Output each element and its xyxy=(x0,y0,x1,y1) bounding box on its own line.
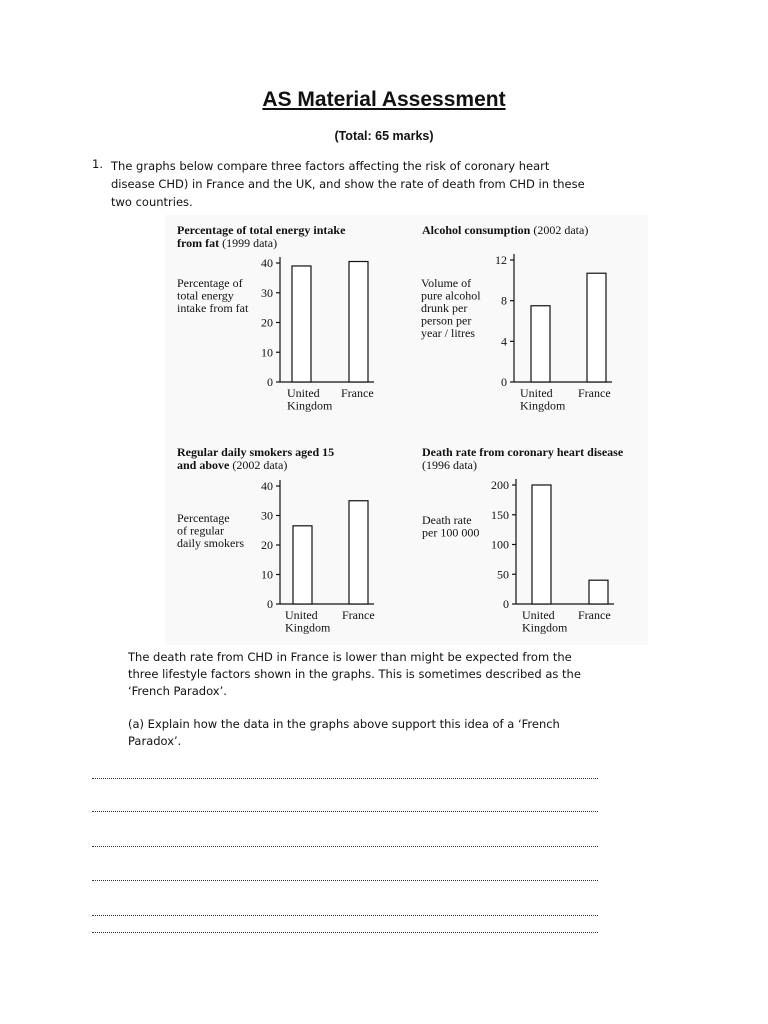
y-tick-label: 40 xyxy=(261,479,273,493)
y-tick-label: 0 xyxy=(501,375,507,389)
y-axis-label: Percentage of xyxy=(177,276,243,290)
question-line: two countries. xyxy=(111,195,193,209)
total-marks: (Total: 65 marks) xyxy=(334,129,434,143)
part-a-question xyxy=(128,716,628,750)
y-axis-label: Death rate xyxy=(422,513,472,527)
answer-line[interactable] xyxy=(92,922,598,933)
x-category-label: United xyxy=(520,386,553,400)
paradox-line: three lifestyle factors shown in the graphs. This is sometimes described as the xyxy=(128,667,581,681)
y-axis-label: daily smokers xyxy=(177,536,244,550)
part-a-line: (a) Explain how the data in the graphs above support this idea of a ‘French xyxy=(128,717,560,731)
charts-svg xyxy=(165,215,648,645)
bar xyxy=(531,306,550,382)
chart-title: and above (2002 data) xyxy=(177,458,288,472)
chart-panel-2 xyxy=(421,223,612,413)
chart-panel-4 xyxy=(422,445,624,635)
x-category-label: France xyxy=(342,608,375,622)
y-tick-label: 12 xyxy=(495,253,507,267)
bar xyxy=(587,273,606,382)
y-tick-label: 40 xyxy=(261,256,273,270)
question-number: 1. xyxy=(92,157,103,171)
y-tick-label: 100 xyxy=(491,537,509,552)
y-tick-label: 10 xyxy=(261,567,273,582)
y-tick-label: 20 xyxy=(261,538,273,552)
chart-title: Regular daily smokers aged 15 xyxy=(177,445,335,459)
answer-line[interactable] xyxy=(92,801,598,812)
x-category-label: Kingdom xyxy=(287,398,333,413)
y-tick-label: 50 xyxy=(497,567,509,582)
chart-title: from fat (1999 data) xyxy=(177,236,278,250)
y-axis-label: per 100 000 xyxy=(422,525,480,540)
x-category-label: Kingdom xyxy=(520,398,566,413)
graphs-figure xyxy=(165,215,648,645)
chart-panel-1 xyxy=(177,223,374,413)
x-category-label: France xyxy=(578,386,611,400)
y-tick-label: 4 xyxy=(501,334,507,349)
bar xyxy=(589,580,608,604)
x-category-label: United xyxy=(522,608,555,622)
chart-panel-3 xyxy=(177,445,375,635)
y-tick-label: 30 xyxy=(261,508,273,523)
answer-line[interactable] xyxy=(92,836,598,847)
answer-line[interactable] xyxy=(92,905,598,916)
y-axis-label: Percentage xyxy=(177,511,230,525)
chart-title: Death rate from coronary heart disease xyxy=(422,445,624,459)
y-tick-label: 200 xyxy=(491,478,509,492)
y-tick-label: 150 xyxy=(491,507,509,522)
y-tick-label: 0 xyxy=(503,597,509,611)
french-paradox-text xyxy=(128,649,628,700)
x-category-label: United xyxy=(287,386,320,400)
y-axis-label: Volume of xyxy=(421,276,472,290)
x-category-label: United xyxy=(285,608,318,622)
question-line: disease CHD) in France and the UK, and show the rate of death from CHD in these xyxy=(111,177,585,191)
bar xyxy=(349,501,368,604)
chart-title: (1996 data) xyxy=(422,458,477,472)
part-a-line: Paradox’. xyxy=(128,734,182,748)
y-axis-label: pure alcohol xyxy=(421,288,481,303)
bar xyxy=(293,526,312,604)
y-axis-label: year / litres xyxy=(421,326,475,340)
x-category-label: Kingdom xyxy=(522,620,568,635)
y-axis-label: of regular xyxy=(177,523,224,538)
question-intro xyxy=(111,157,631,211)
y-axis-label: person per xyxy=(421,313,472,328)
bar xyxy=(349,262,368,382)
question-line: The graphs below compare three factors affecting the risk of coronary heart xyxy=(111,159,550,173)
y-tick-label: 0 xyxy=(267,375,273,389)
x-category-label: France xyxy=(578,608,611,622)
y-axis-label: total energy xyxy=(177,288,234,303)
y-tick-label: 8 xyxy=(501,293,507,308)
chart-title: Percentage of total energy intake xyxy=(177,223,346,237)
y-axis-label: intake from fat xyxy=(177,301,249,315)
answer-line[interactable] xyxy=(92,768,598,779)
y-tick-label: 10 xyxy=(261,345,273,360)
paradox-line: ‘French Paradox’. xyxy=(128,684,227,698)
paradox-line: The death rate from CHD in France is lower than might be expected from the xyxy=(128,650,572,664)
y-axis-label: drunk per xyxy=(421,301,468,315)
x-category-label: Kingdom xyxy=(285,620,331,635)
answer-line[interactable] xyxy=(92,870,598,881)
bar xyxy=(292,266,311,382)
bar xyxy=(532,485,551,604)
chart-title: Alcohol consumption (2002 data) xyxy=(422,223,589,237)
x-category-label: France xyxy=(341,386,374,400)
y-tick-label: 0 xyxy=(267,597,273,611)
y-tick-label: 30 xyxy=(261,285,273,300)
y-tick-label: 20 xyxy=(261,315,273,330)
page-title: AS Material Assessment xyxy=(262,88,506,111)
